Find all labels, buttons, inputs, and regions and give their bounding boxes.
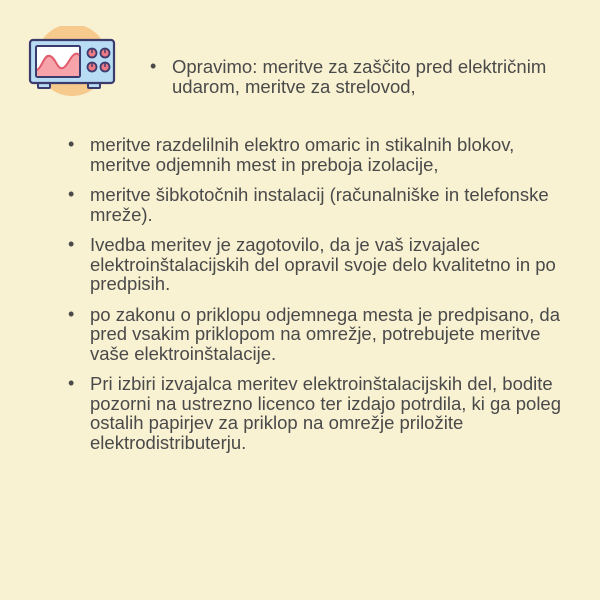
bullet: • bbox=[68, 184, 75, 204]
list-item bbox=[68, 235, 568, 294]
oscilloscope-icon-graphic bbox=[26, 26, 122, 100]
list-item-text: meritve razdelilnih elektro omaric in stikalnih blokov, meritve odjemnih mest in preboja izolacije, bbox=[90, 134, 515, 175]
oscilloscope-icon bbox=[26, 26, 122, 100]
list-item bbox=[150, 57, 570, 96]
bullet-list bbox=[68, 135, 568, 463]
list-item bbox=[68, 374, 568, 452]
list-item-text: Ivedba meritev je zagotovilo, da je vaš izvajalec elektroinštalacijskih del opravil svoje delo kvalitetno in po predpisih. bbox=[90, 234, 556, 294]
list-item-text: po zakonu o priklopu odjemnega mesta je predpisano, da pred vsakim priklopom na omrežje, potrebujete meritve vaše elektroinštalacije. bbox=[90, 303, 561, 364]
list-item-text: Pri izbiri izvajalca meritev elektroinštalacijskih del, bodite pozorni na ustrezno licenco ter izdajo potrdila, ki ga poleg ostalih papirjev za priklop na omrežje priložite elektrodistributerju. bbox=[90, 373, 562, 453]
list-item bbox=[68, 185, 568, 224]
bullet: • bbox=[68, 303, 75, 324]
list-item-text: meritve šibkotočnih instalacij (računalniške in telefonske mreže). bbox=[90, 184, 549, 225]
bullet: • bbox=[68, 234, 75, 254]
bullet: • bbox=[68, 373, 75, 393]
intro-item-container bbox=[150, 57, 570, 96]
list-item bbox=[68, 135, 568, 174]
list-item bbox=[68, 305, 568, 364]
bullet: • bbox=[150, 56, 157, 76]
list-item-text: Opravimo: meritve za zaščito pred električnim udarom, meritve za strelovod, bbox=[172, 56, 547, 97]
bullet: • bbox=[68, 134, 75, 154]
